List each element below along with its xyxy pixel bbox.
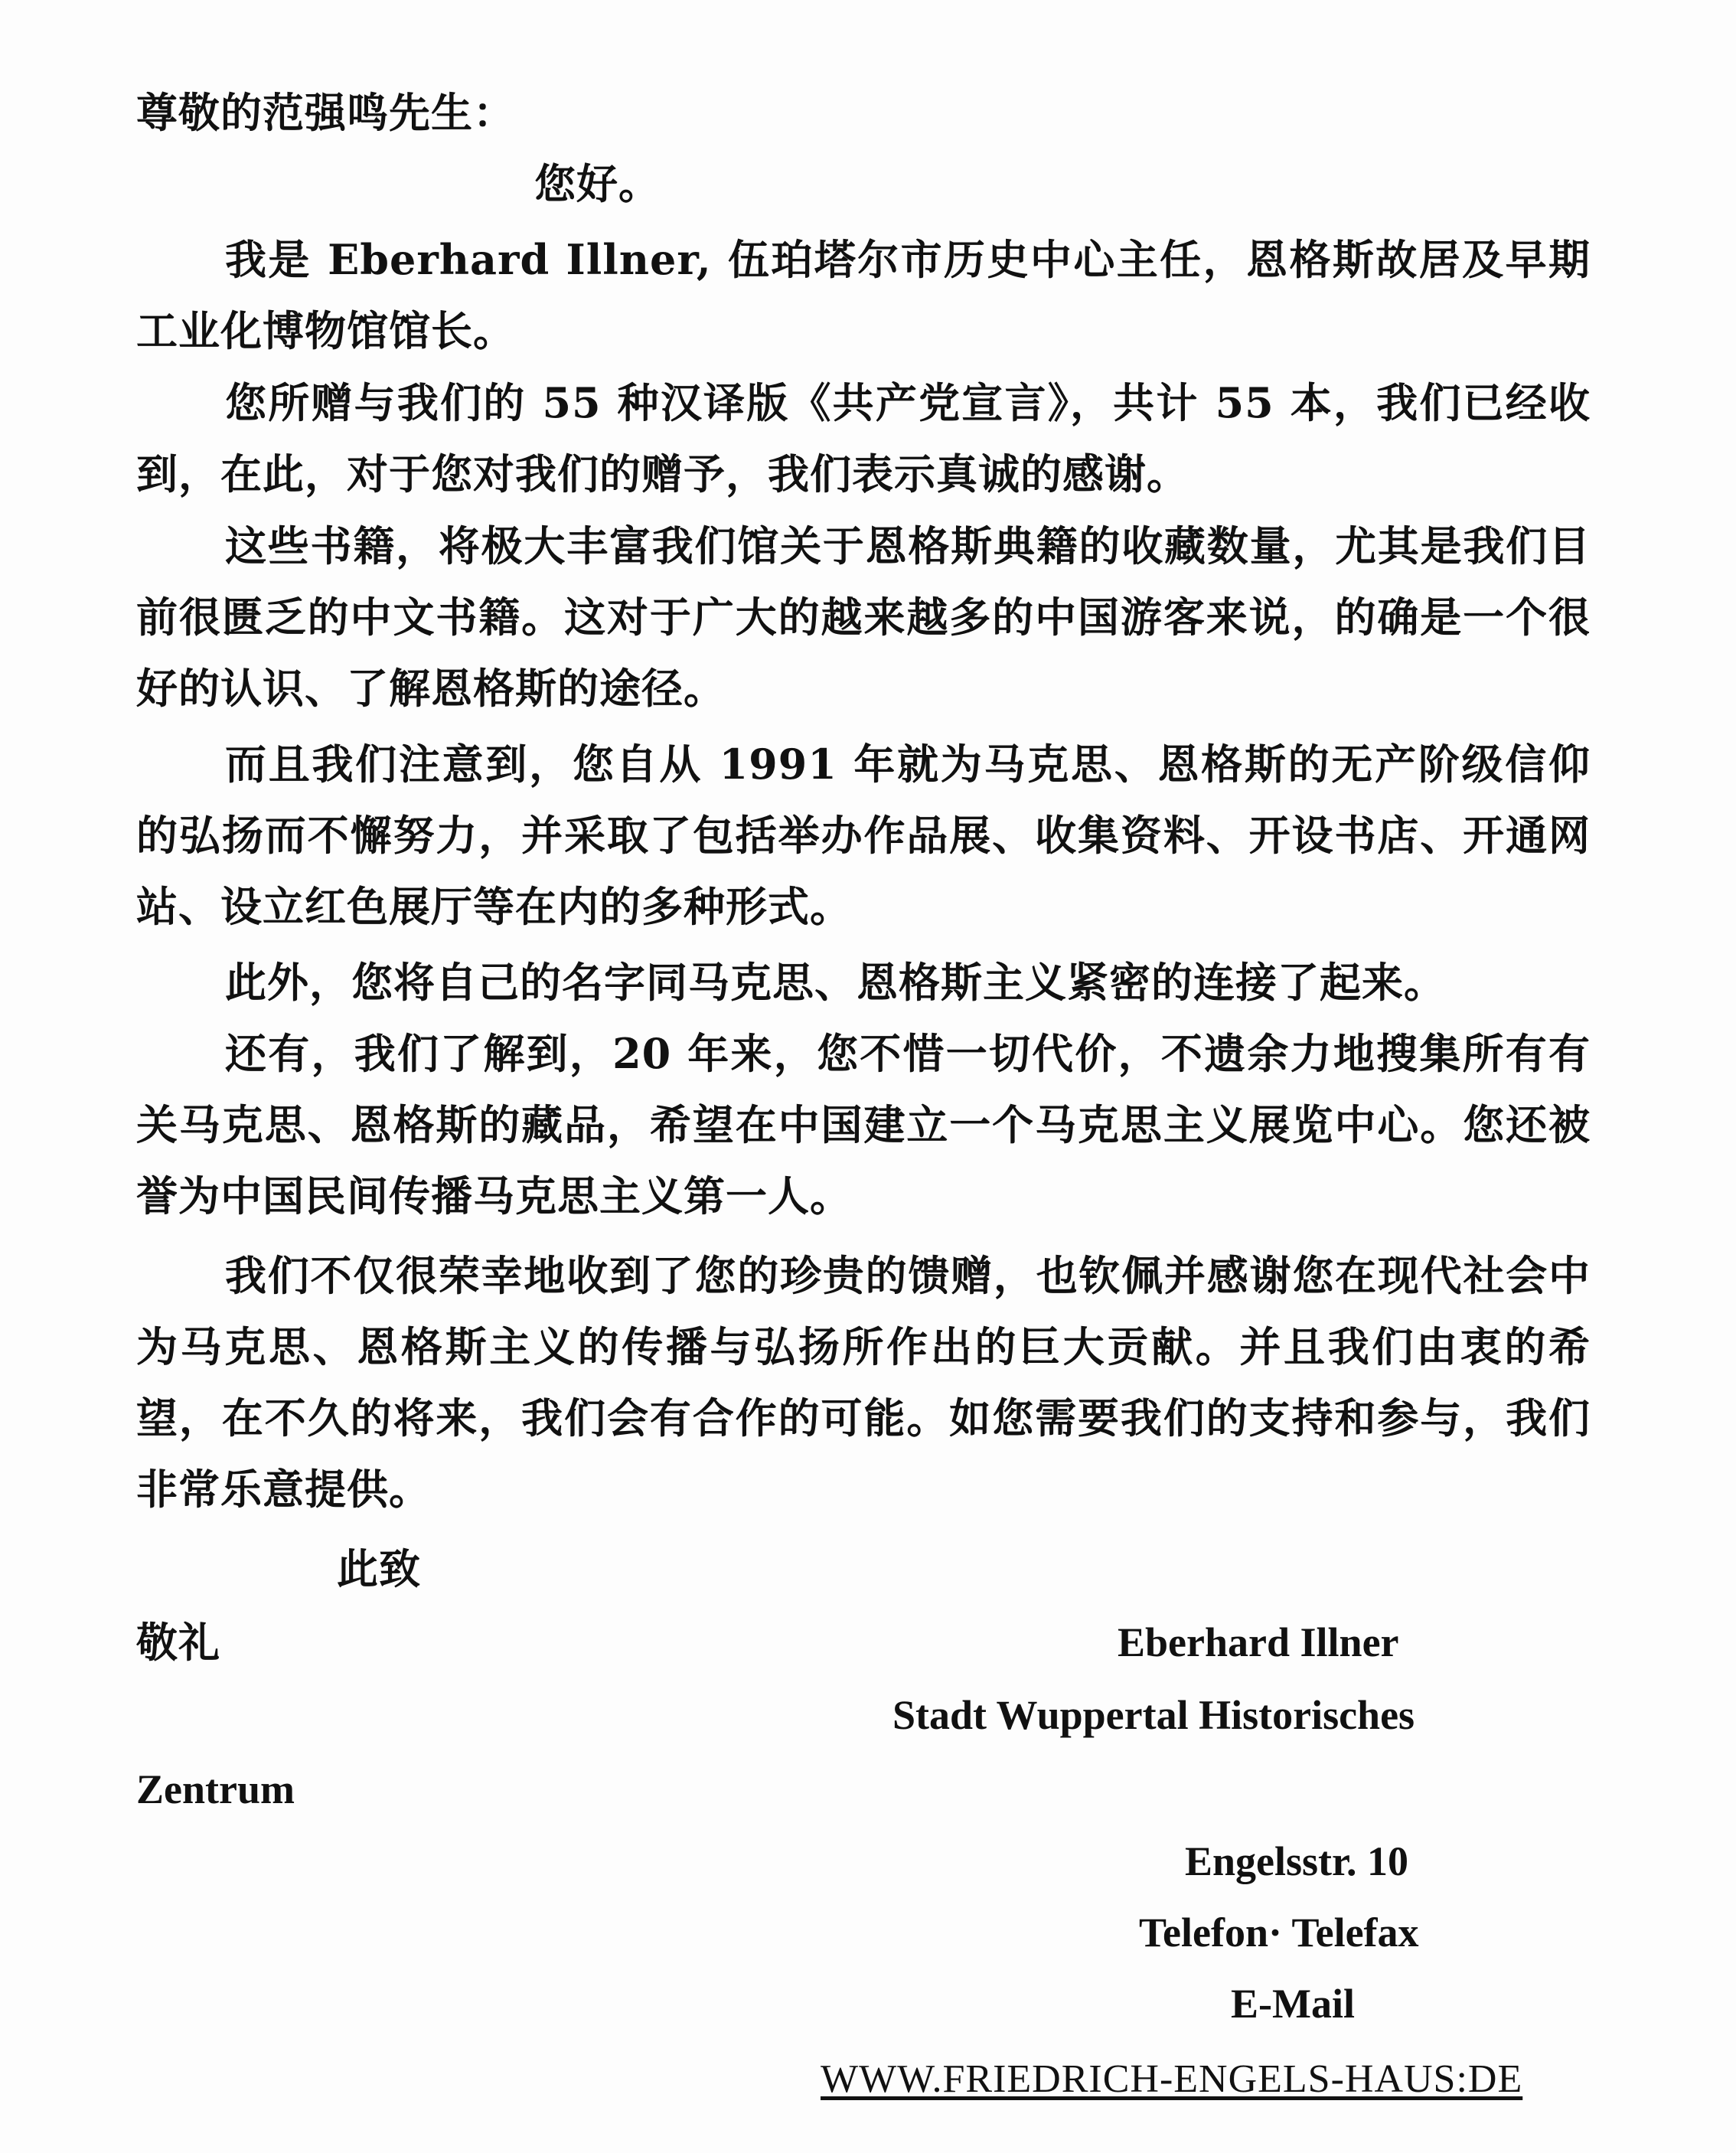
- paragraph-6: 还有，我们了解到，20 年来，您不惜一切代价，不遗余力地搜集所有有关马克思、恩格斯的藏品，希望在中国建立一个马克思主义展览中心。您还被誉为中国民间传播马克思主义第一人。: [136, 1029, 1591, 1220]
- signature-phone-fax: Telefon· Telefax: [1139, 1910, 1419, 1955]
- salutation: 尊敬的范强鸣先生：: [136, 88, 515, 137]
- closing-2: 敬礼: [136, 1618, 220, 1667]
- paragraph-2: 您所赠与我们的 55 种汉译版《共产党宣言》，共计 55 本，我们已经收到，在此，对于您对我们的赠予，我们表示真诚的感谢。: [136, 378, 1591, 498]
- paragraph-4: 而且我们注意到，您自从 1991 年就为马克思、恩格斯的无产阶级信仰的弘扬而不懈努力，并采取了包括举办作品展、收集资料、开设书店、开通网站、设立红色展厅等在内的多种形式。: [136, 740, 1591, 931]
- signature-name: Eberhard Illner: [1118, 1619, 1399, 1665]
- signature-org-line-2: Zentrum: [136, 1766, 295, 1812]
- greeting: 您好。: [534, 159, 661, 208]
- paragraph-7: 我们不仅很荣幸地收到了您的珍贵的馈赠，也钦佩并感谢您在现代社会中为马克思、恩格斯主义的传播与弘扬所作出的巨大贡献。并且我们由衷的希望，在不久的将来，我们会有合作的可能。如您需要我们的支持和参与，我们非常乐意提供。: [136, 1251, 1591, 1514]
- paragraph-3: 这些书籍，将极大丰富我们馆关于恩格斯典籍的收藏数量，尤其是我们目前很匮乏的中文书籍。这对于广大的越来越多的中国游客来说，的确是一个很好的认识、了解恩格斯的途径。: [136, 521, 1591, 713]
- signature-email: E-Mail: [1231, 1981, 1355, 2027]
- website-link[interactable]: WWW.FRIEDRICH-ENGELS-HAUS:DE: [821, 2057, 1523, 2101]
- paragraph-5: 此外，您将自己的名字同马克思、恩格斯主义紧密的连接了起来。: [225, 958, 1446, 1007]
- signature-address: Engelsstr. 10: [1185, 1838, 1409, 1884]
- signature-org-line-1: Stadt Wuppertal Historisches: [892, 1692, 1415, 1738]
- paragraph-1: 我是 Eberhard Illner, 伍珀塔尔市历史中心主任，恩格斯故居及早期工业化博物馆馆长。: [136, 235, 1591, 355]
- closing-1: 此致: [337, 1544, 421, 1593]
